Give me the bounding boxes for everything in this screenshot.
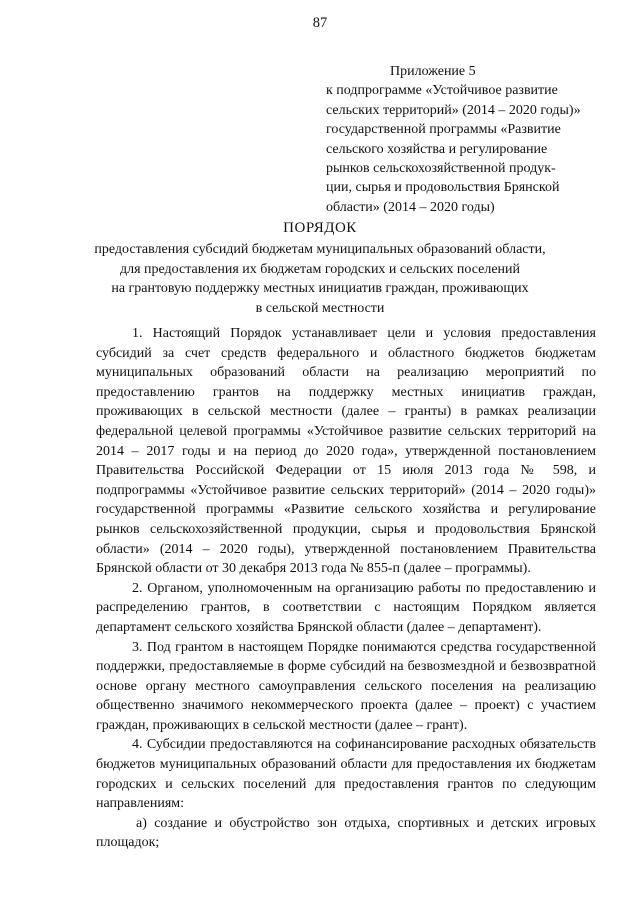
paragraph-4: 4. Субсидии предоставляются на софинансирование расходных обязательств бюджетов муниципальных образований области для предоставления их бюджетам городских и сельских поселений для предоставления грантов по следующим направлениям: <box>96 737 596 812</box>
document-subtitle <box>60 240 580 318</box>
subtitle-line: для предоставления их бюджетам городских и сельских поселений <box>119 261 521 277</box>
appendix-line: Приложение 5 <box>390 64 476 79</box>
subtitle-line: предоставления субсидий бюджетам муниципальных образований области, <box>94 242 546 257</box>
appendix-line: рынков сельскохозяйственной продук- <box>326 161 556 177</box>
paragraph-2: 2. Органом, уполномоченным на организацию работы по предоставлению и распределению грантов, в соответствии с настоящим Порядком является департамент сельского хозяйства Брянской области (далее – департамент). <box>96 580 596 635</box>
paragraph-1: 1. Настоящий Порядок устанавливает цели и условия предоставления субсидий за счет средств федерального и областного бюджетов бюджетам муниципальных образований области на реализацию мероприятий по предоставлению грантов на поддержку местных инициатив граждан, проживающих в сельской местности (далее – гранты) в рамках реализации федеральной целевой программы «Устойчивое развитие сельских территорий на 2014 – 2017 годы и на период до 2020 года», утвержденной постановлением Правительства Российской Федерации от 15 июля 2013 года № 598, и подпрограммы «Устойчивое развитие сельских территорий» (2014 – 2020 годы)» государственной программы «Развитие сельского хозяйства и регулирование рынков сельскохозяйственной продукции, сырья и продовольствия Брянской области» (2014 – 2020 годы), утвержденной постановлением Правительства Брянской области от 30 декабря 2013 года № 855-п (далее – программы). <box>96 326 596 577</box>
appendix-line: ции, сырья и продовольствия Брянской <box>326 180 560 196</box>
appendix-note <box>326 62 596 217</box>
paragraph-3: 3. Под грантом в настоящем Порядке понимаются средства государственной поддержки, предоставляемые в форме субсидий на безвозмездной и безвозвратной основе органу местного самоуправления сельского поселения на реализацию общественно значимого некоммерческого проекта (далее – проект) с участием граждан, проживающих в сельской местности (далее – грант). <box>96 639 596 733</box>
subtitle-line: в сельской местности <box>255 300 385 316</box>
appendix-line: государственной программы «Развитие <box>326 122 561 138</box>
document-body <box>96 324 596 853</box>
appendix-line: области» (2014 – 2020 годы) <box>326 199 495 215</box>
page-number: 87 <box>312 15 328 31</box>
appendix-line: к подпрограмме «Устойчивое развитие <box>326 83 558 99</box>
appendix-line: сельского хозяйства и регулирование <box>326 141 548 157</box>
appendix-line: сельских территорий» (2014 – 2020 годы)» <box>326 102 581 118</box>
subtitle-line: на грантовую поддержку местных инициатив граждан, проживающих <box>111 281 529 296</box>
document-title: ПОРЯДОК <box>283 220 357 236</box>
paragraph-4a: а) создание и обустройство зон отдыха, спортивных и детских игровых площадок; <box>96 815 596 851</box>
